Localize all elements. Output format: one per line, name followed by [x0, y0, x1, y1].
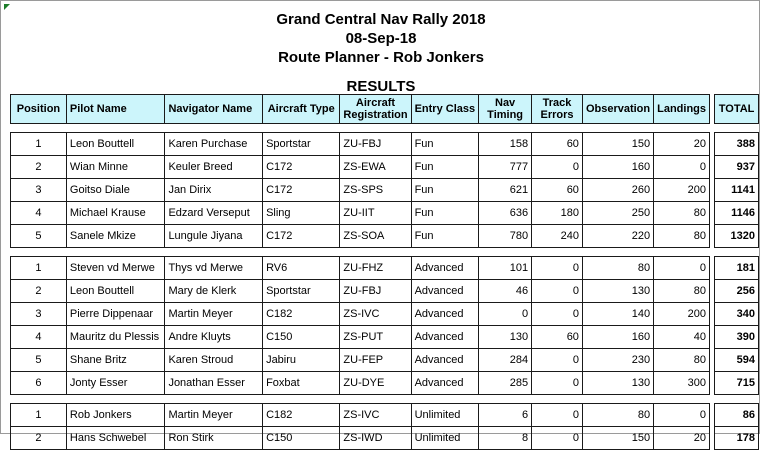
cell-observation[interactable]: 150	[582, 427, 653, 450]
cell-aircraft-type[interactable]: C182	[263, 404, 340, 427]
cell-aircraft-type[interactable]: Sportstar	[263, 133, 340, 156]
cell-pilot[interactable]: Hans Schwebel	[66, 427, 165, 450]
table-row	[11, 326, 759, 349]
cell-registration[interactable]: ZU-FBJ	[340, 280, 411, 303]
cell-aircraft-type[interactable]: C182	[263, 303, 340, 326]
cell-track-errors[interactable]: 180	[532, 202, 583, 225]
header-landings[interactable]: Landings	[654, 95, 710, 124]
cell-position[interactable]: 4	[11, 326, 67, 349]
table-row	[11, 280, 759, 303]
cell-landings[interactable]: 80	[654, 349, 710, 372]
cell-pilot[interactable]: Leon Bouttell	[66, 280, 165, 303]
spacer-cell	[654, 395, 710, 404]
cell-registration[interactable]: ZU-DYE	[340, 372, 411, 395]
cell-navigator[interactable]: Ron Stirk	[165, 427, 263, 450]
cell-landings[interactable]: 80	[654, 280, 710, 303]
spacer-cell	[715, 248, 759, 257]
cell-total[interactable]: 86	[715, 404, 759, 427]
cell-pilot[interactable]: Leon Bouttell	[66, 133, 165, 156]
cell-entry-class[interactable]: Advanced	[411, 257, 479, 280]
cell-aircraft-type[interactable]: RV6	[263, 257, 340, 280]
cell-total[interactable]: 181	[715, 257, 759, 280]
cell-registration[interactable]: ZS-EWA	[340, 156, 411, 179]
cell-landings[interactable]: 20	[654, 427, 710, 450]
header-entry-class[interactable]: Entry Class	[411, 95, 479, 124]
cell-landings[interactable]: 20	[654, 133, 710, 156]
header-nav-timing[interactable]: Nav Timing	[479, 95, 532, 124]
spacer-cell	[411, 248, 479, 257]
cell-navigator[interactable]: Lungule Jiyana	[165, 225, 263, 248]
cell-position[interactable]: 3	[11, 303, 67, 326]
header-pilot[interactable]: Pilot Name	[66, 95, 165, 124]
cell-track-errors[interactable]: 60	[532, 326, 583, 349]
table-row	[11, 202, 759, 225]
spacer-cell	[340, 395, 411, 404]
spacer-cell	[263, 248, 340, 257]
cell-entry-class[interactable]: Fun	[411, 156, 479, 179]
spacer-cell	[479, 395, 532, 404]
cell-pilot[interactable]: Pierre Dippenaar	[66, 303, 165, 326]
spacer-cell	[715, 124, 759, 133]
cell-pilot[interactable]: Mauritz du Plessis	[66, 326, 165, 349]
cell-nav-timing[interactable]: 8	[479, 427, 532, 450]
cell-position[interactable]: 3	[11, 179, 67, 202]
table-row	[11, 349, 759, 372]
cell-position[interactable]: 2	[11, 427, 67, 450]
cell-entry-class[interactable]: Unlimited	[411, 404, 479, 427]
cell-nav-timing[interactable]: 636	[479, 202, 532, 225]
cell-landings[interactable]: 40	[654, 326, 710, 349]
cell-nav-timing[interactable]: 621	[479, 179, 532, 202]
cell-navigator[interactable]: Karen Purchase	[165, 133, 263, 156]
cell-entry-class[interactable]: Fun	[411, 202, 479, 225]
cell-observation[interactable]: 140	[582, 303, 653, 326]
cell-pilot[interactable]: Shane Britz	[66, 349, 165, 372]
cell-navigator[interactable]: Martin Meyer	[165, 404, 263, 427]
cell-nav-timing[interactable]: 46	[479, 280, 532, 303]
cell-observation[interactable]: 220	[582, 225, 653, 248]
cell-entry-class[interactable]: Advanced	[411, 326, 479, 349]
cell-aircraft-type[interactable]: Sportstar	[263, 280, 340, 303]
table-row	[11, 427, 759, 450]
cell-position[interactable]: 2	[11, 280, 67, 303]
cell-nav-timing[interactable]: 285	[479, 372, 532, 395]
cell-total[interactable]: 594	[715, 349, 759, 372]
cell-navigator[interactable]: Karen Stroud	[165, 349, 263, 372]
cell-registration[interactable]: ZS-IWD	[340, 427, 411, 450]
cell-pilot[interactable]: Goitso Diale	[66, 179, 165, 202]
cell-registration[interactable]: ZU-FEP	[340, 349, 411, 372]
cell-landings[interactable]: 80	[654, 202, 710, 225]
cell-aircraft-type[interactable]: C172	[263, 225, 340, 248]
spacer-cell	[411, 124, 479, 133]
table-row	[11, 303, 759, 326]
results-heading: RESULTS	[346, 78, 416, 95]
spacer-cell	[340, 124, 411, 133]
spacer-cell	[715, 395, 759, 404]
cell-navigator[interactable]: Jan Dirix	[165, 179, 263, 202]
cell-pilot[interactable]: Sanele Mkize	[66, 225, 165, 248]
cell-nav-timing[interactable]: 130	[479, 326, 532, 349]
table-row	[11, 179, 759, 202]
cell-registration[interactable]: ZS-IVC	[340, 303, 411, 326]
cell-position[interactable]: 1	[11, 133, 67, 156]
cell-navigator[interactable]: Andre Kluyts	[165, 326, 263, 349]
cell-track-errors[interactable]: 0	[532, 427, 583, 450]
results-body	[11, 124, 759, 450]
cell-track-errors[interactable]: 240	[532, 225, 583, 248]
cell-observation[interactable]: 250	[582, 202, 653, 225]
cell-aircraft-type[interactable]: C172	[263, 179, 340, 202]
cell-nav-timing[interactable]: 0	[479, 303, 532, 326]
spacer-cell	[479, 124, 532, 133]
cell-total[interactable]: 178	[715, 427, 759, 450]
cell-observation[interactable]: 260	[582, 179, 653, 202]
cell-position[interactable]: 4	[11, 202, 67, 225]
header-aircraft-type[interactable]: Aircraft Type	[263, 95, 340, 124]
cell-total[interactable]: 715	[715, 372, 759, 395]
cell-observation[interactable]: 130	[582, 372, 653, 395]
cell-observation[interactable]: 160	[582, 326, 653, 349]
cell-track-errors[interactable]: 0	[532, 156, 583, 179]
cell-registration[interactable]: ZU-IIT	[340, 202, 411, 225]
header-track-errors[interactable]: Track Errors	[532, 95, 583, 124]
cell-landings[interactable]: 0	[654, 257, 710, 280]
cell-nav-timing[interactable]: 284	[479, 349, 532, 372]
spacer-cell	[654, 124, 710, 133]
cell-total[interactable]: 388	[715, 133, 759, 156]
spacer-cell	[532, 395, 583, 404]
cell-navigator[interactable]: Edzard Verseput	[165, 202, 263, 225]
spacer-cell	[582, 124, 653, 133]
cell-landings[interactable]: 80	[654, 225, 710, 248]
cell-landings[interactable]: 200	[654, 179, 710, 202]
cell-aircraft-type[interactable]: C150	[263, 427, 340, 450]
cell-aircraft-type[interactable]: Sling	[263, 202, 340, 225]
cell-observation[interactable]: 150	[582, 133, 653, 156]
cell-entry-class[interactable]: Advanced	[411, 349, 479, 372]
cell-total[interactable]: 1320	[715, 225, 759, 248]
cell-pilot[interactable]: Rob Jonkers	[66, 404, 165, 427]
cell-track-errors[interactable]: 0	[532, 372, 583, 395]
cell-track-errors[interactable]: 0	[532, 349, 583, 372]
cell-navigator[interactable]: Keuler Breed	[165, 156, 263, 179]
spacer-cell	[66, 124, 165, 133]
cell-entry-class[interactable]: Advanced	[411, 372, 479, 395]
cell-landings[interactable]: 0	[654, 404, 710, 427]
cell-navigator[interactable]: Martin Meyer	[165, 303, 263, 326]
spacer-cell	[582, 248, 653, 257]
cell-nav-timing[interactable]: 6	[479, 404, 532, 427]
cell-track-errors[interactable]: 60	[532, 133, 583, 156]
cell-aircraft-type[interactable]: Jabiru	[263, 349, 340, 372]
report-title-block	[1, 10, 761, 67]
cell-registration[interactable]: ZS-SOA	[340, 225, 411, 248]
cell-entry-class[interactable]: Fun	[411, 133, 479, 156]
spacer-cell	[11, 395, 67, 404]
cell-nav-timing[interactable]: 158	[479, 133, 532, 156]
table-row	[11, 156, 759, 179]
table-row	[11, 257, 759, 280]
table-row	[11, 133, 759, 156]
cell-nav-timing[interactable]: 101	[479, 257, 532, 280]
results-table	[10, 94, 759, 450]
cell-position[interactable]: 1	[11, 404, 67, 427]
event-title: Grand Central Nav Rally 2018	[276, 11, 486, 28]
cell-landings[interactable]: 0	[654, 156, 710, 179]
spacer-cell	[340, 248, 411, 257]
spacer-cell	[263, 124, 340, 133]
cell-total[interactable]: 937	[715, 156, 759, 179]
header-row	[11, 95, 759, 124]
cell-nav-timing[interactable]: 777	[479, 156, 532, 179]
header-total[interactable]: TOTAL	[715, 95, 759, 124]
header-observation[interactable]: Observation	[582, 95, 653, 124]
cell-track-errors[interactable]: 0	[532, 404, 583, 427]
cell-entry-class[interactable]: Advanced	[411, 303, 479, 326]
cell-pilot[interactable]: Michael Krause	[66, 202, 165, 225]
cell-pilot[interactable]: Wian Minne	[66, 156, 165, 179]
cell-entry-class[interactable]: Unlimited	[411, 427, 479, 450]
cell-aircraft-type[interactable]: C172	[263, 156, 340, 179]
cell-track-errors[interactable]: 0	[532, 303, 583, 326]
header-registration[interactable]: Aircraft Registration	[340, 95, 411, 124]
cell-track-errors[interactable]: 0	[532, 257, 583, 280]
cell-entry-class[interactable]: Fun	[411, 179, 479, 202]
group-spacer	[11, 248, 759, 257]
group-spacer	[11, 395, 759, 404]
spacer-cell	[532, 248, 583, 257]
spacer-cell	[582, 395, 653, 404]
route-planner: Route Planner - Rob Jonkers	[278, 49, 484, 66]
spacer-cell	[411, 395, 479, 404]
cell-landings[interactable]: 300	[654, 372, 710, 395]
cell-pilot[interactable]: Jonty Esser	[66, 372, 165, 395]
table-row	[11, 372, 759, 395]
cell-track-errors[interactable]: 0	[532, 280, 583, 303]
cell-entry-class[interactable]: Advanced	[411, 280, 479, 303]
cell-observation[interactable]: 80	[582, 257, 653, 280]
cell-total[interactable]: 1141	[715, 179, 759, 202]
cell-registration[interactable]: ZU-FBJ	[340, 133, 411, 156]
event-date: 08-Sep-18	[345, 30, 417, 47]
spacer-cell	[11, 124, 67, 133]
cell-landings[interactable]: 200	[654, 303, 710, 326]
cell-registration[interactable]: ZS-PUT	[340, 326, 411, 349]
cell-total[interactable]: 390	[715, 326, 759, 349]
cell-aircraft-type[interactable]: Foxbat	[263, 372, 340, 395]
cell-navigator[interactable]: Thys vd Merwe	[165, 257, 263, 280]
cell-position[interactable]: 2	[11, 156, 67, 179]
cell-registration[interactable]: ZS-IVC	[340, 404, 411, 427]
cell-aircraft-type[interactable]: C150	[263, 326, 340, 349]
cell-entry-class[interactable]: Fun	[411, 225, 479, 248]
group-spacer	[11, 124, 759, 133]
spacer-cell	[479, 248, 532, 257]
header-position[interactable]: Position	[11, 95, 67, 124]
cell-navigator[interactable]: Jonathan Esser	[165, 372, 263, 395]
cell-navigator[interactable]: Mary de Klerk	[165, 280, 263, 303]
cell-total[interactable]: 1146	[715, 202, 759, 225]
spacer-cell	[165, 124, 263, 133]
cell-total[interactable]: 340	[715, 303, 759, 326]
cell-position[interactable]: 5	[11, 349, 67, 372]
spacer-cell	[532, 124, 583, 133]
cell-position[interactable]: 5	[11, 225, 67, 248]
cell-registration[interactable]: ZU-FHZ	[340, 257, 411, 280]
spacer-cell	[11, 248, 67, 257]
cell-observation[interactable]: 80	[582, 404, 653, 427]
cell-position[interactable]: 1	[11, 257, 67, 280]
table-row	[11, 404, 759, 427]
cell-observation[interactable]: 230	[582, 349, 653, 372]
spacer-cell	[66, 395, 165, 404]
cell-observation[interactable]: 160	[582, 156, 653, 179]
cell-registration[interactable]: ZS-SPS	[340, 179, 411, 202]
spacer-cell	[165, 248, 263, 257]
cell-position[interactable]: 6	[11, 372, 67, 395]
cell-total[interactable]: 256	[715, 280, 759, 303]
header-navigator[interactable]: Navigator Name	[165, 95, 263, 124]
spacer-cell	[66, 248, 165, 257]
cell-track-errors[interactable]: 60	[532, 179, 583, 202]
cell-pilot[interactable]: Steven vd Merwe	[66, 257, 165, 280]
cell-nav-timing[interactable]: 780	[479, 225, 532, 248]
cell-observation[interactable]: 130	[582, 280, 653, 303]
spacer-cell	[654, 248, 710, 257]
spacer-cell	[165, 395, 263, 404]
spacer-cell	[263, 395, 340, 404]
table-row	[11, 225, 759, 248]
